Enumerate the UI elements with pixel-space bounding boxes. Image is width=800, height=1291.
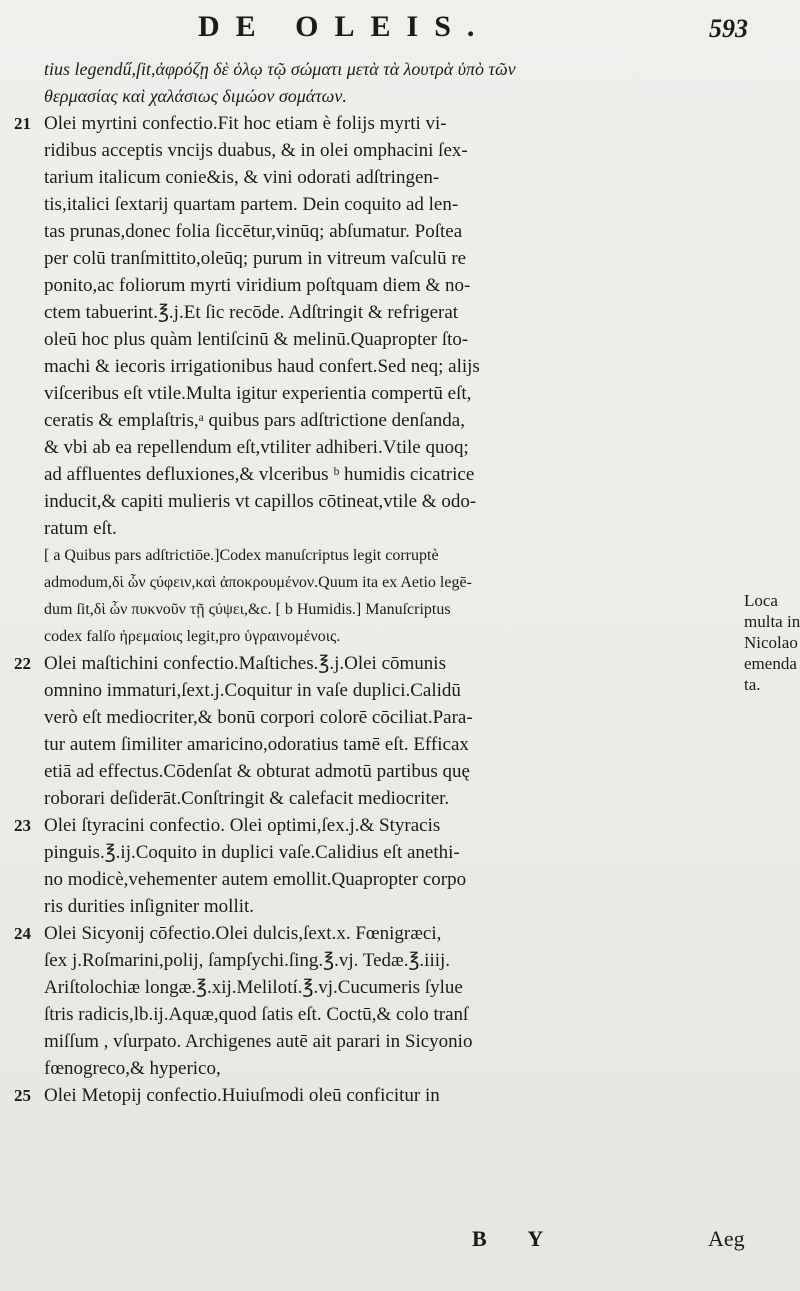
margin-note-line: ta. [744,675,761,694]
text-line [14,1028,734,1055]
line-text: tis,italici ſextarij quartam partem. Dein coquito ad len- [44,194,459,215]
text-line [14,245,734,272]
footnote-line [14,623,734,650]
text-line [14,974,734,1001]
catchword: Aeg [708,1226,745,1251]
line-text: Ariſtolochiæ longæ.℥.xij.Melilotí.℥.vj.Cucumeris ſylue [44,977,463,998]
line-text: ris durities inſigniter mollit. [44,896,255,917]
line-text: tur autem ſimiliter amaricino,odoratius tamē eſt. Efficax [44,734,469,755]
text-line [14,488,734,515]
line-text: tas prunas,donec folia ſiccētur,vinūq; abſumatur. Poſtea [44,221,463,242]
line-text: codex falſo ἠρεμαίοις legit,pro ὑγραινομένοις. [44,628,341,645]
signature-mark: B Y [472,1226,562,1251]
text-line [14,1001,734,1028]
margin-note-line: Loca [744,591,778,610]
body-text [14,56,734,1109]
line-text: roborari deſiderāt.Conſtringit & calefacit mediocriter. [44,788,450,809]
text-line [14,812,734,839]
line-text: θερμασίας καὶ χαλάσιως διμώον σομάτων. [44,86,347,106]
line-text: ridibus acceptis vncijs duabus, & in olei omphacini ſex- [44,140,468,161]
text-line [14,380,734,407]
section-number: 25 [14,1086,31,1105]
section-number: 24 [14,924,31,943]
text-line [14,1082,734,1109]
line-text: ratum eſt. [44,518,117,539]
footnote-line [14,596,734,623]
line-text: inducit,& capiti mulieris vt capillos cōtineat,vtile & odo- [44,491,477,512]
line-text: ſtris radicis,lb.ij.Aquæ,quod ſatis eſt. Coctū,& colo tranſ [44,1004,469,1025]
text-line [14,326,734,353]
line-text: ponito,ac foliorum myrti viridium poſtquam diem & no- [44,275,471,296]
text-line [14,407,734,434]
line-text: ceratis & emplaſtris,ᵃ quibus pars adſtrictione denſanda, [44,410,465,431]
line-text: admodum,δὶ ὧν ςύφειν,καὶ ἀποκρουμένον.Quum ita ex Aetio legē- [44,574,472,591]
text-line [14,515,734,542]
text-line [14,758,734,785]
line-text: Olei ſtyracini confectio. Olei optimi,ſex.j.& Styracis [44,815,441,836]
line-text: Olei Sicyonij cōfectio.Olei dulcis,ſext.x. Fœnigræci, [44,923,442,944]
text-line [14,137,734,164]
text-line [14,785,734,812]
line-text: omnino immaturi,ſext.j.Coquitur in vaſe duplici.Calidū [44,680,461,701]
line-text: & vbi ab ea repellendum eſt,vtiliter adhiberi.Vtile quoq; [44,437,469,458]
section-number: 23 [14,816,31,835]
line-text: ſex j.Roſmarini,polij, ſampſychi.ſing.℥.vj. Tedæ.℥.iiij. [44,950,451,971]
section-number: 21 [14,114,31,133]
line-text: ad affluentes defluxiones,& vlceribus ᵇ humidis cicatrice [44,464,475,485]
line-text: per colū tranſmittito,oleūq; purum in vitreum vaſculū re [44,248,467,269]
margin-note-line: Nicolao [744,633,798,652]
text-line [14,164,734,191]
text-line [14,353,734,380]
line-text: Olei myrtini confectio.Fit hoc etiam è folijs myrti vi- [44,113,447,134]
text-line [14,56,734,83]
section-number: 22 [14,654,31,673]
text-line [14,218,734,245]
line-text: verò eſt mediocriter,& bonū corpori colorē cōciliat.Para- [44,707,473,728]
text-line [14,461,734,488]
line-text: oleū hoc plus quàm lentiſcinū & melinū.Quapropter ſto- [44,329,469,350]
line-text: [ a Quibus pars adſtrictiōe.]Codex manuſcriptus legit corruptè [44,547,439,564]
line-text: Olei Metopij confectio.Huiuſmodi oleū conficitur in [44,1085,440,1106]
text-line [14,191,734,218]
line-text: fœnogreco,& hyperico, [44,1058,221,1079]
line-text: Olei maſtichini confectio.Maſtiches.℥.j.Olei cōmunis [44,653,446,674]
text-line [14,839,734,866]
text-line [14,893,734,920]
footnote-line [14,542,734,569]
text-line [14,947,734,974]
line-text: tius legendű,ſit,ἀφρόζῃ δὲ ὁλῳ τῷ σώματι μετὰ τὰ λουτρὰ ὑπὸ τῶν [44,59,516,79]
text-line [14,866,734,893]
page-footer [0,1226,800,1266]
margin-note-line: multa in [744,612,800,631]
text-line [14,83,734,110]
line-text: viſceribus eſt vtile.Multa igitur experientia compertū eſt, [44,383,472,404]
footnote-line [14,569,734,596]
line-text: dum ſit,δὶ ὧν πυκνοῦν τῇ ςύψει,&c. [ b Humidis.] Manuſcriptus [44,601,451,618]
text-line [14,1055,734,1082]
text-line [14,650,734,677]
page-header [0,10,800,50]
line-text: no modicè,vehementer autem emollit.Quapropter corpo [44,869,467,890]
text-line [14,110,734,137]
text-line [14,704,734,731]
line-text: miſſum , vſurpato. Archigenes autē ait parari in Sicyonio [44,1031,473,1052]
line-text: machi & iecoris irrigationibus haud confert.Sed neq; alijs [44,356,480,377]
margin-note-line: emenda [744,654,797,673]
line-text: ctem tabuerint.℥.j.Et ſic recōde. Adſtringit & refrigerat [44,302,459,323]
page-number: 593 [709,14,748,43]
margin-note [744,590,800,695]
text-line [14,272,734,299]
line-text: pinguis.℥.ij.Coquito in duplici vaſe.Calidius eſt anethi- [44,842,460,863]
text-line [14,299,734,326]
line-text: tarium italicum conie&is, & vini odorati adſtringen- [44,167,440,188]
text-line [14,731,734,758]
text-line [14,434,734,461]
line-text: etiā ad effectus.Cōdenſat & obturat admotū partibus quę [44,761,470,782]
running-head: DE OLEIS. [198,10,491,43]
text-line [14,677,734,704]
text-line [14,920,734,947]
